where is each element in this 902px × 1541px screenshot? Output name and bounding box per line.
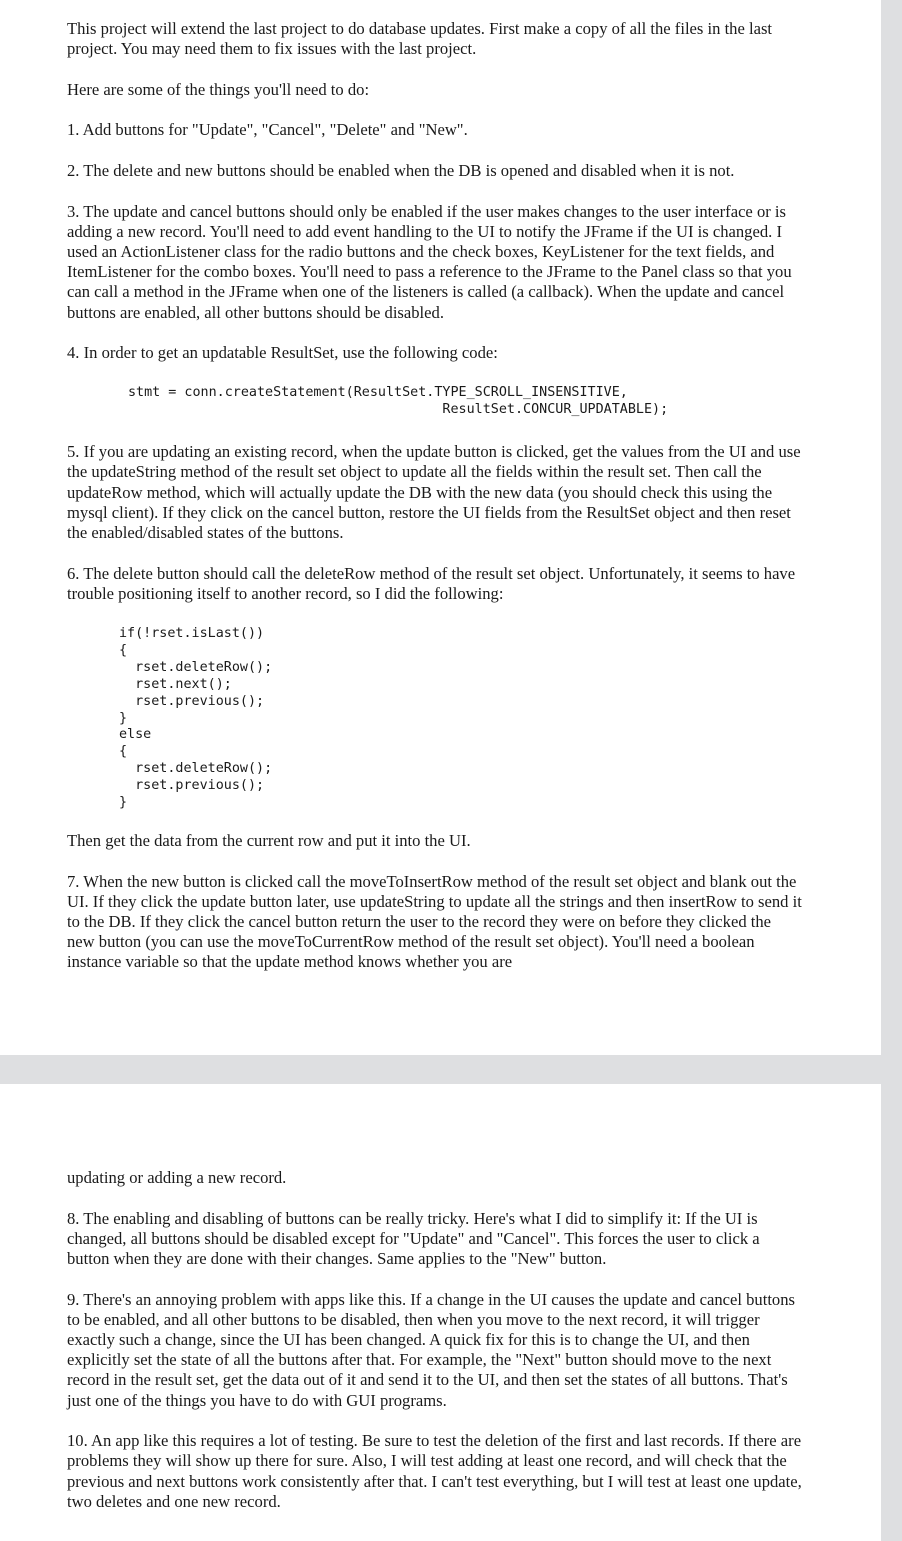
list-item-10: 10. An app like this requires a lot of testing. Be sure to test the deletion of the first and last records. If there are problems they will show up there for sure. Also, I will test adding at least one record, and will check that the previous and next buttons work consistently after that. I can't test everything, but I will test at least one update, two deletes and one new record. [67,1431,802,1511]
code-line: rset.previous(); [119,778,265,794]
code-line: { [119,744,128,760]
code-block-create-statement [128,385,802,419]
code-line: { [119,642,128,658]
page-2-content [67,1168,802,1512]
after-code-paragraph: Then get the data from the current row and put it into the UI. [67,830,471,850]
list-item-2: 2. The delete and new buttons should be enabled when the DB is opened and disabled when it is not. [67,160,735,180]
code-line: rset.deleteRow(); [119,659,273,675]
code-line: stmt = conn.createStatement(ResultSet.TYPE_SCROLL_INSENSITIVE, [128,385,628,401]
list-lead: Here are some of the things you'll need to do: [67,79,370,99]
list-item-4: 4. In order to get an updatable ResultSet, use the following code: [67,343,498,363]
list-item-1: 1. Add buttons for "Update", "Cancel", "Delete" and "New". [67,120,468,140]
list-item-5: 5. If you are updating an existing record, when the update button is clicked, get the values from the UI and use the updateString method of the result set object to update all the fields within the result set. Then call the updateRow method, which will actually update the DB with the new data (you should check this using the mysql client). If they click on the cancel button, restore the UI fields from the ResultSet object and then reset the enabled/disabled states of the buttons. [67,442,801,543]
list-item-8: 8. The enabling and disabling of buttons can be really tricky. Here's what I did to simplify it: If the UI is changed, all buttons should be disabled except for "Update" and "Cancel". This forces the user to click a button when they are done with their changes. Same applies to the "New" button. [67,1208,760,1268]
code-line: ResultSet.CONCUR_UPDATABLE); [128,402,669,418]
code-line: rset.previous(); [119,693,265,709]
code-line: } [119,710,128,726]
list-item-9: 9. There's an annoying problem with apps like this. If a change in the UI causes the update and cancel buttons to be enabled, and all other buttons to be disabled, then when you move to the next record, it will trigger exactly such a change, since the UI has been changed. A quick fix for this is to change the UI, and then explicitly set the state of all the buttons after that. For example, the "Next" button should move to the next record in the result set, get the data out of it and send it to the UI, and then set the states of all buttons. That's just one of the things you have to do with GUI programs. [67,1289,795,1410]
list-item-7: 7. When the new button is clicked call the moveToInsertRow method of the result set object and blank out the UI. If they click the update button later, use updateString to update all the strings and then insertRow to send it to the DB. If they click the cancel button return the user to the record they were on before they clicked the new button (you can use the moveToCurrentRow method of the result set object). You'll need a boolean instance variable so that the update method knows whether you are [67,871,802,972]
code-line: rset.deleteRow(); [119,761,273,777]
list-item-3: 3. The update and cancel buttons should only be enabled if the user makes changes to the user interface or is adding a new record. You'll need to add event handling to the UI to notify the JFrame if the UI is changed. I used an ActionListener class for the radio buttons and the check boxes, KeyListener for the text fields, and ItemListener for the combo boxes. You'll need to pass a reference to the JFrame to the Panel class so that you can call a method in the JFrame when one of the listeners is called (a callback). When the update and cancel buttons are enabled, all other buttons should be disabled. [67,201,792,322]
list-item-6: 6. The delete button should call the deleteRow method of the result set object. Unfortunately, it seems to have trouble positioning itself to another record, so I did the following: [67,563,796,603]
code-block-delete-row [119,626,802,812]
code-line: } [119,795,128,811]
code-line: else [119,727,152,743]
intro-paragraph: This project will extend the last project to do database updates. First make a copy of all the files in the last project. You may need them to fix issues with the last project. [67,19,773,59]
document-page-2 [0,1084,881,1541]
page-1-content [67,19,802,973]
code-line: if(!rset.isLast()) [119,626,265,642]
continuation-paragraph: updating or adding a new record. [67,1168,287,1187]
code-line: rset.next(); [119,676,232,692]
